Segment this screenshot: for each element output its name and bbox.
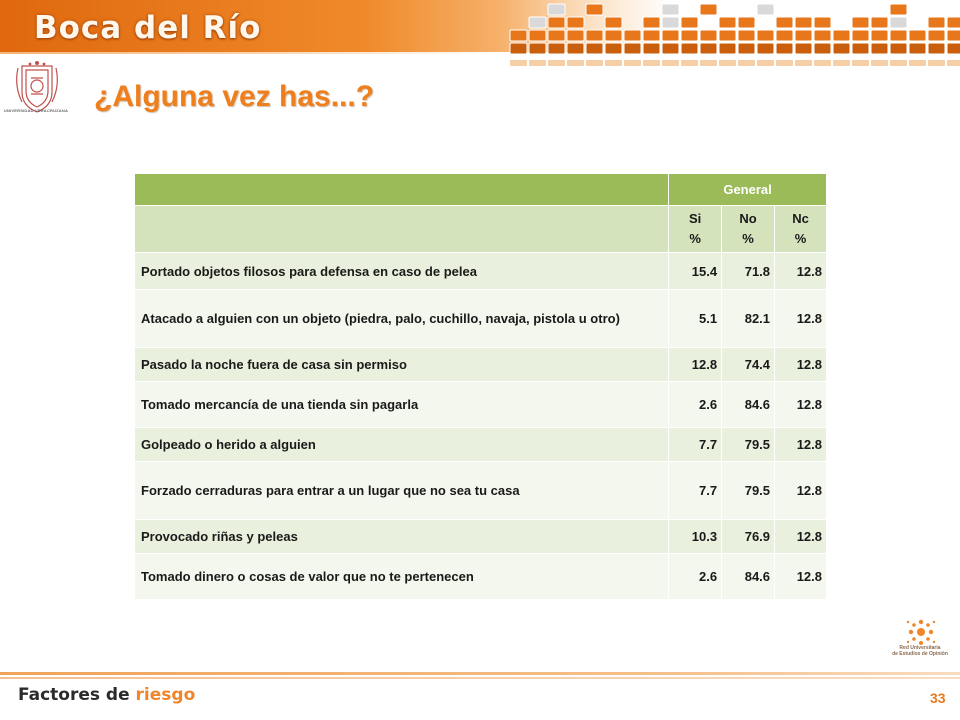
page-number: 33 xyxy=(930,690,946,706)
decorative-tile xyxy=(757,4,774,15)
row-value-nc: 12.8 xyxy=(775,428,827,462)
decorative-tile xyxy=(776,30,793,41)
decorative-tile xyxy=(643,30,660,41)
row-value-nc: 12.8 xyxy=(775,554,827,600)
decorative-tile xyxy=(586,30,603,41)
table-row xyxy=(135,382,827,428)
decorative-tile xyxy=(624,43,641,54)
table-row xyxy=(135,290,827,348)
column-header-no xyxy=(722,206,775,253)
decorative-tile-faded xyxy=(871,60,888,66)
decorative-tile xyxy=(947,17,960,28)
decorative-tile-faded xyxy=(795,60,812,66)
decorative-tile xyxy=(871,17,888,28)
decorative-tile-faded xyxy=(776,60,793,66)
column-header-si-unit: % xyxy=(689,231,701,246)
decorative-tile xyxy=(510,30,527,41)
university-caption: UNIVERSIDAD VERACRUZANA xyxy=(3,108,69,113)
decorative-tile xyxy=(567,17,584,28)
row-value-nc: 12.8 xyxy=(775,382,827,428)
decorative-tile-faded xyxy=(947,60,960,66)
column-header-si-label: Si xyxy=(688,211,702,226)
table-row xyxy=(135,462,827,520)
decorative-tile xyxy=(700,43,717,54)
decorative-tile xyxy=(605,43,622,54)
decorative-tile xyxy=(852,30,869,41)
general-header: General xyxy=(669,174,827,206)
decorative-tile-faded xyxy=(700,60,717,66)
row-question: Atacado a alguien con un objeto (piedra, palo, cuchillo, navaja, pistola u otro) xyxy=(135,290,669,348)
decorative-tile-faded xyxy=(529,60,546,66)
decorative-tile xyxy=(567,43,584,54)
decorative-tile xyxy=(814,43,831,54)
decorative-tile xyxy=(738,17,755,28)
decorative-tile xyxy=(738,30,755,41)
decorative-tile-faded xyxy=(662,60,679,66)
decorative-tile-faded xyxy=(643,60,660,66)
decorative-tile-faded xyxy=(510,60,527,66)
decorative-tile xyxy=(871,43,888,54)
slide-title: ¿Alguna vez has...? xyxy=(94,80,375,113)
table-row xyxy=(135,520,827,554)
decorative-tile-faded xyxy=(738,60,755,66)
decorative-tile xyxy=(605,17,622,28)
decorative-tile xyxy=(852,43,869,54)
sun-dots-logo-icon xyxy=(884,616,956,646)
decorative-tile xyxy=(890,30,907,41)
decorative-tile xyxy=(719,30,736,41)
table-column-header-row xyxy=(135,206,827,253)
decorative-tile xyxy=(700,4,717,15)
table-row xyxy=(135,428,827,462)
row-value-nc: 12.8 xyxy=(775,290,827,348)
decorative-tile xyxy=(548,4,565,15)
decorative-tile-faded xyxy=(681,60,698,66)
decorative-tile xyxy=(833,43,850,54)
decorative-tile xyxy=(928,17,945,28)
decorative-tile xyxy=(662,17,679,28)
row-value-no: 82.1 xyxy=(722,290,775,348)
decorative-tile-faded xyxy=(586,60,603,66)
row-value-no: 84.6 xyxy=(722,382,775,428)
row-value-si: 12.8 xyxy=(669,348,722,382)
decorative-tile xyxy=(776,43,793,54)
row-value-si: 5.1 xyxy=(669,290,722,348)
decorative-tile-faded xyxy=(624,60,641,66)
decorative-tile xyxy=(947,30,960,41)
footer-label xyxy=(18,685,195,705)
decorative-tile xyxy=(909,30,926,41)
decorative-tile xyxy=(662,43,679,54)
decorative-tile xyxy=(624,30,641,41)
table-group-header-row xyxy=(135,174,827,206)
decorative-tile xyxy=(738,43,755,54)
decorative-tile xyxy=(681,17,698,28)
decorative-tile xyxy=(776,17,793,28)
row-value-nc: 12.8 xyxy=(775,520,827,554)
row-question: Portado objetos filosos para defensa en caso de pelea xyxy=(135,253,669,290)
decorative-tile xyxy=(681,43,698,54)
table-row xyxy=(135,554,827,600)
row-value-nc: 12.8 xyxy=(775,253,827,290)
network-caption xyxy=(882,645,958,657)
row-value-no: 74.4 xyxy=(722,348,775,382)
row-question: Forzado cerraduras para entrar a un lugar que no sea tu casa xyxy=(135,462,669,520)
empty-subheader-cell xyxy=(135,206,669,253)
decorative-tile xyxy=(662,4,679,15)
decorative-tile xyxy=(890,4,907,15)
decorative-tile-faded xyxy=(605,60,622,66)
decorative-tile xyxy=(586,43,603,54)
row-value-no: 71.8 xyxy=(722,253,775,290)
row-value-si: 2.6 xyxy=(669,554,722,600)
column-header-nc-unit: % xyxy=(794,231,807,246)
decorative-tile-faded xyxy=(833,60,850,66)
decorative-tile-faded xyxy=(928,60,945,66)
row-question: Tomado mercancía de una tienda sin pagarla xyxy=(135,382,669,428)
decorative-tile xyxy=(795,17,812,28)
row-question: Pasado la noche fuera de casa sin permiso xyxy=(135,348,669,382)
decorative-tile xyxy=(871,30,888,41)
decorative-tile xyxy=(909,43,926,54)
row-value-no: 76.9 xyxy=(722,520,775,554)
decorative-tile xyxy=(510,43,527,54)
decorative-tile xyxy=(548,17,565,28)
survey-table xyxy=(134,173,827,600)
decorative-tile-faded xyxy=(814,60,831,66)
decorative-tile xyxy=(814,17,831,28)
row-value-no: 84.6 xyxy=(722,554,775,600)
decorative-tile xyxy=(586,4,603,15)
column-header-si xyxy=(669,206,722,253)
decorative-tile-strip xyxy=(500,0,960,80)
row-value-si: 7.7 xyxy=(669,462,722,520)
row-value-si: 15.4 xyxy=(669,253,722,290)
decorative-tile-faded xyxy=(852,60,869,66)
row-question: Golpeado o herido a alguien xyxy=(135,428,669,462)
decorative-tile xyxy=(567,30,584,41)
decorative-tile xyxy=(833,30,850,41)
row-question: Provocado riñas y peleas xyxy=(135,520,669,554)
decorative-tile xyxy=(529,30,546,41)
decorative-tile-faded xyxy=(567,60,584,66)
row-value-si: 2.6 xyxy=(669,382,722,428)
header-divider xyxy=(0,52,500,54)
column-header-nc xyxy=(775,206,827,253)
decorative-tile xyxy=(605,30,622,41)
decorative-tile-faded xyxy=(890,60,907,66)
footer-label-part1: Factores de xyxy=(18,685,130,705)
decorative-tile xyxy=(548,30,565,41)
footer-divider xyxy=(0,672,960,680)
decorative-tile xyxy=(928,30,945,41)
row-question: Tomado dinero o cosas de valor que no te pertenecen xyxy=(135,554,669,600)
row-value-si: 7.7 xyxy=(669,428,722,462)
row-value-nc: 12.8 xyxy=(775,462,827,520)
column-header-no-unit: % xyxy=(742,231,754,246)
decorative-tile xyxy=(719,17,736,28)
table-row xyxy=(135,348,827,382)
brand-title: Boca del Río xyxy=(34,10,262,46)
decorative-tile xyxy=(643,17,660,28)
row-value-si: 10.3 xyxy=(669,520,722,554)
decorative-tile xyxy=(700,30,717,41)
decorative-tile xyxy=(890,17,907,28)
decorative-tile xyxy=(795,30,812,41)
footer-label-part2: riesgo xyxy=(135,685,196,705)
decorative-tile xyxy=(795,43,812,54)
tile-mosaic-icon xyxy=(500,0,960,80)
network-logo xyxy=(884,616,956,672)
decorative-tile xyxy=(643,43,660,54)
decorative-tile xyxy=(814,30,831,41)
decorative-tile-faded xyxy=(757,60,774,66)
decorative-tile-faded xyxy=(719,60,736,66)
decorative-tile xyxy=(529,17,546,28)
decorative-tile-faded xyxy=(548,60,565,66)
row-value-nc: 12.8 xyxy=(775,348,827,382)
row-value-no: 79.5 xyxy=(722,462,775,520)
column-header-nc-label: Nc xyxy=(792,211,809,226)
decorative-tile xyxy=(662,30,679,41)
network-caption-line2: de Estudios de Opinión xyxy=(892,651,948,657)
decorative-tile xyxy=(947,43,960,54)
decorative-tile xyxy=(681,30,698,41)
decorative-tile xyxy=(852,17,869,28)
table-row xyxy=(135,253,827,290)
decorative-tile xyxy=(529,43,546,54)
decorative-tile xyxy=(757,30,774,41)
decorative-tile-faded xyxy=(909,60,926,66)
column-header-no-label: No xyxy=(739,211,757,226)
decorative-tile xyxy=(928,43,945,54)
decorative-tile xyxy=(890,43,907,54)
decorative-tile xyxy=(719,43,736,54)
empty-header-cell xyxy=(135,174,669,206)
decorative-tile xyxy=(757,43,774,54)
network-caption-line1: Red Universitaria xyxy=(899,645,941,651)
decorative-tile xyxy=(548,43,565,54)
row-value-no: 79.5 xyxy=(722,428,775,462)
